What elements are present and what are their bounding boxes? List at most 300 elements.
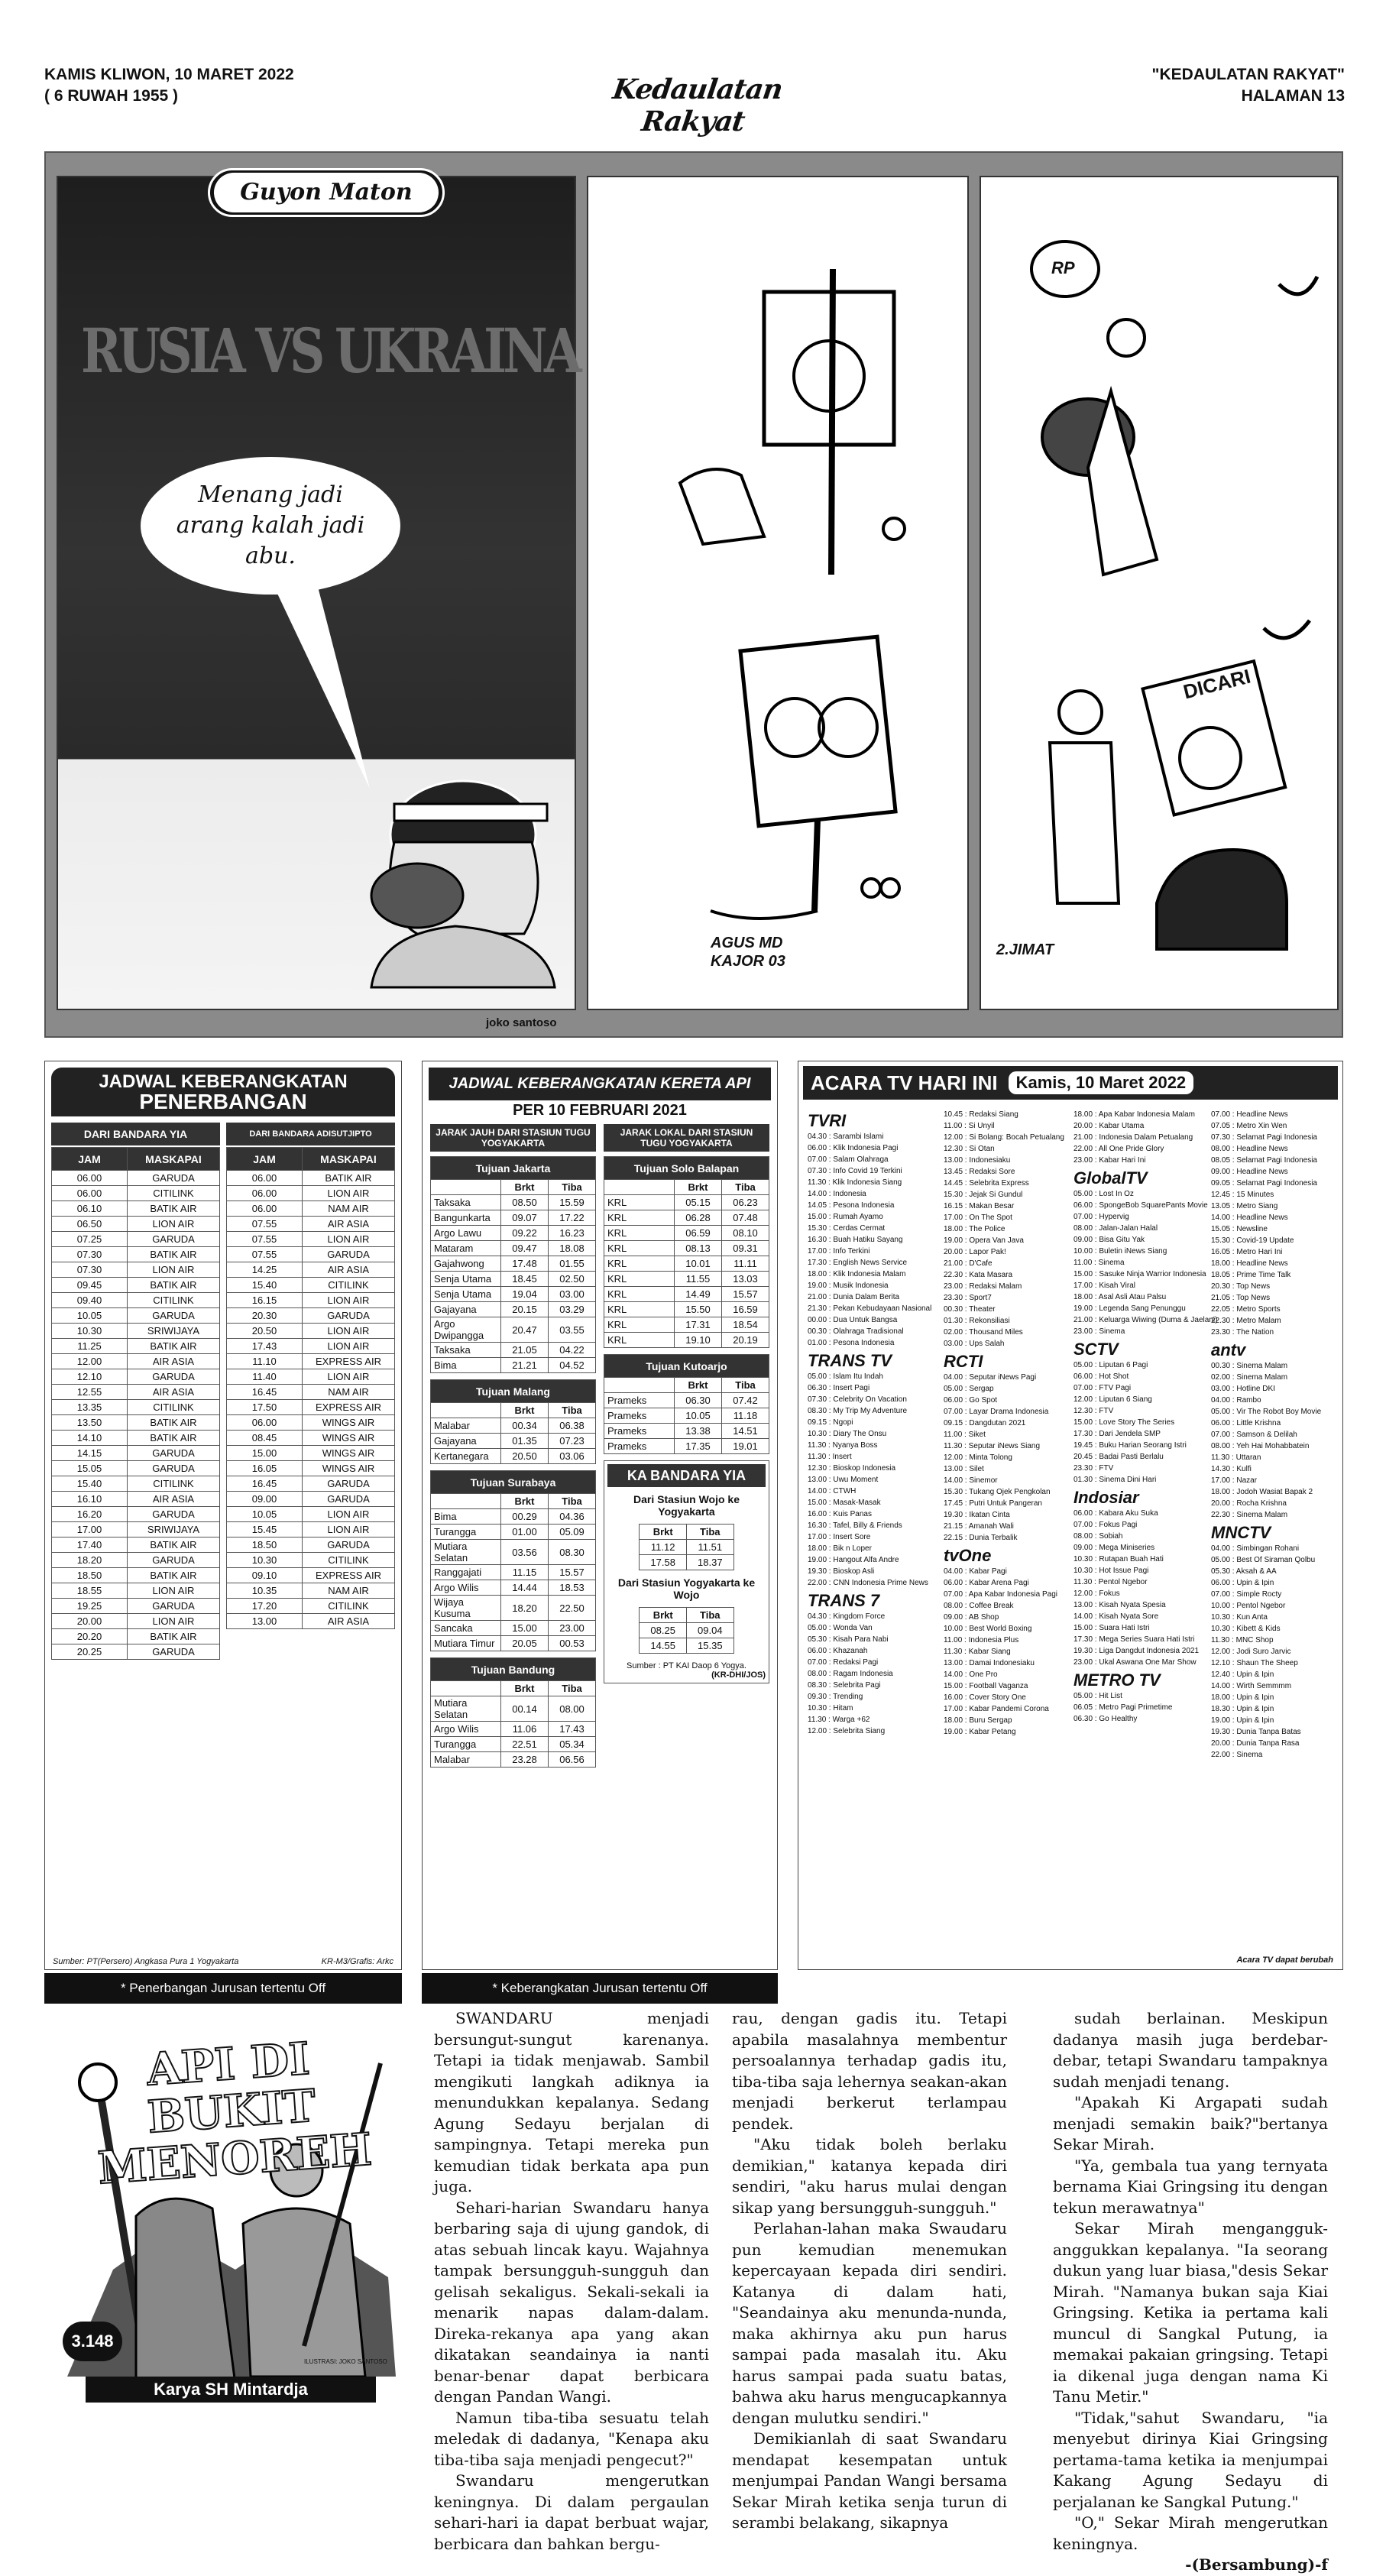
- flight-airline: LION AIR: [303, 1507, 395, 1522]
- tv-program: 20.00 : Rocha Krishna: [1211, 1499, 1287, 1508]
- tv-program: 11.30 : Nyanya Boss: [808, 1441, 878, 1450]
- tv-program: 05.00 : Islam Itu Indah: [808, 1372, 883, 1381]
- tv-program: 23.00 : Ukal Aswana One Mar Show: [1074, 1658, 1197, 1667]
- train-cell: 17.48: [501, 1256, 549, 1272]
- tv-program: 09.30 : Trending: [808, 1693, 863, 1701]
- col-brkt: Brkt: [675, 1180, 722, 1195]
- train-cell: 11.11: [722, 1256, 769, 1272]
- train-cell: 00.29: [501, 1509, 549, 1525]
- flight-row: [227, 1278, 395, 1293]
- train-cell: 05.09: [549, 1525, 596, 1540]
- flight-footer: * Penerbangan Jurusan tertentu Off: [44, 1973, 402, 2004]
- flight-time: 13.35: [52, 1400, 128, 1415]
- flight-airline: LION AIR: [128, 1262, 220, 1278]
- tv-program: 13.45 : Redaksi Sore: [944, 1168, 1015, 1176]
- flight-airline: GARUDA: [128, 1644, 220, 1660]
- tv-program: 01.00 : Pesona Indonesia: [808, 1339, 895, 1347]
- flight-row: [52, 1201, 220, 1217]
- train-cell: 07.42: [722, 1393, 769, 1408]
- tv-program: 22.05 : Metro Sports: [1211, 1305, 1281, 1314]
- train-title: [429, 1068, 771, 1100]
- tv-program: 04.30 : Sarambi Islami: [808, 1132, 884, 1141]
- channel-logo: Indosiar: [1074, 1488, 1139, 1507]
- tv-program: 12.10 : Shaun The Sheep: [1211, 1659, 1298, 1667]
- tv-program: 18.00 : Upin & Ipin: [1211, 1693, 1274, 1702]
- tv-program: 14.00 : Indonesia: [808, 1190, 866, 1198]
- train-cell: Prameks: [604, 1424, 675, 1439]
- train-cell: KRL: [604, 1241, 675, 1256]
- tv-program: 08.00 : Sobiah: [1074, 1532, 1123, 1541]
- bubble-tail: [58, 177, 578, 1012]
- flight-row: [227, 1461, 395, 1476]
- flight-airline: BATIK AIR: [128, 1278, 220, 1293]
- train-cell: Argo Wilis: [431, 1580, 501, 1596]
- tv-program: 17.00 : Kisah Viral: [1074, 1282, 1135, 1290]
- tv-program: 21.30 : Pekan Kebudayaan Nasional: [808, 1304, 932, 1313]
- train-cell: 15.59: [549, 1195, 596, 1210]
- cartoon-section: [44, 151, 1343, 1038]
- story-paragraph: "Ya, gembala tua yang ternyata bernama Kiai Gringsing itu dengan tekun merawatnya": [1053, 2156, 1328, 2217]
- flight-row: [52, 1262, 220, 1278]
- page-info: [1152, 64, 1345, 107]
- tv-program: 05.00 : Hit List: [1074, 1692, 1122, 1700]
- train-cell: 15.50: [675, 1302, 722, 1317]
- train-row: [431, 1621, 596, 1636]
- flight-row: [52, 1522, 220, 1537]
- flight-airline: GARUDA: [128, 1232, 220, 1247]
- train-row: [604, 1439, 769, 1454]
- train-cell: KRL: [604, 1333, 675, 1348]
- channel-logo: TVRI: [808, 1111, 847, 1130]
- flight-airline: BATIK AIR: [128, 1415, 220, 1431]
- col-tiba: Tiba: [549, 1681, 596, 1696]
- tv-program: 07.00 : Hypervig: [1074, 1213, 1129, 1221]
- col-tiba: Tiba: [687, 1608, 734, 1623]
- flight-airline: AIR ASIA: [128, 1385, 220, 1400]
- train-cell: 06.23: [722, 1195, 769, 1210]
- train-cell: 21.21: [501, 1358, 549, 1373]
- train-table-malang: [430, 1379, 596, 1464]
- flight-title-1: JADWAL KEBERANGKATAN: [99, 1071, 348, 1092]
- tv-program: 10.00 : Best World Boxing: [944, 1625, 1032, 1633]
- flight-row: [52, 1369, 220, 1385]
- flight-airline: BATIK AIR: [128, 1431, 220, 1446]
- train-cell: 22.51: [501, 1737, 549, 1752]
- tv-program: 06.00 : Kabara Aku Suka: [1074, 1509, 1158, 1518]
- train-cell: 11.18: [722, 1408, 769, 1424]
- tv-program: 17.00 : On The Spot: [944, 1213, 1012, 1222]
- tv-program: 10.00 : Buletin iNews Siang: [1074, 1247, 1167, 1256]
- ka-cell: 11.12: [640, 1540, 687, 1555]
- col-maskapai-r: MASKAPAI: [303, 1148, 395, 1171]
- flight-airline: BATIK AIR: [303, 1171, 395, 1186]
- train-cell: 08.13: [675, 1241, 722, 1256]
- flight-row: [52, 1644, 220, 1660]
- channel-logo: RCTI: [944, 1352, 983, 1371]
- flight-row: [52, 1415, 220, 1431]
- cartoon-headline: RUSIA VS UKRAINA: [81, 315, 578, 387]
- masthead-logo: Kedaulatan Rakyat: [610, 73, 785, 138]
- tv-program: 15.30 : Cerdas Cermat: [808, 1224, 886, 1233]
- story-paragraph: Sehari-harian Swandaru hanya berbaring saja di ujung gandok, di atas sebuah lincak kayu. Wajahnya tampak bersungguh-sungguh dan gelisah sekaligus. Sekali-sekali ia menarik napas dalam-dalam. Direka-rekanya apa yang akan dikatakan seandainya ia nanti benar-benar dapat berbicara dengan Pandan Wangi.: [434, 2198, 709, 2406]
- train-cell: 11.55: [675, 1272, 722, 1287]
- flight-row: [227, 1186, 395, 1201]
- train-cell: 09.07: [501, 1210, 549, 1226]
- tv-program: 06.00 : Kabar Arena Pagi: [944, 1579, 1029, 1587]
- train-footer: * Keberangkatan Jurusan tertentu Off: [422, 1973, 778, 2004]
- tv-program: 11.00 : Sinema: [1074, 1259, 1125, 1267]
- train-row: [431, 1540, 596, 1565]
- ka-row: [640, 1555, 733, 1570]
- tv-program: 01.30 : Rekonsiliasi: [944, 1317, 1010, 1325]
- tv-program: 13.00 : Damai Indonesiaku: [944, 1659, 1035, 1667]
- train-row: [604, 1210, 769, 1226]
- col-tiba: Tiba: [549, 1403, 596, 1418]
- train-cell: 09.22: [501, 1226, 549, 1241]
- tv-program: 07.00 : Fokus Pagi: [1074, 1521, 1138, 1529]
- tv-program: 19.30 : Liga Dangdut Indonesia 2021: [1074, 1647, 1200, 1655]
- train-cell: 20.05: [501, 1636, 549, 1651]
- flight-airline: LION AIR: [303, 1186, 395, 1201]
- flight-airline: CITILINK: [303, 1278, 395, 1293]
- flight-time: 16.05: [227, 1461, 303, 1476]
- train-row: [604, 1302, 769, 1317]
- train-row: [604, 1256, 769, 1272]
- tv-program: 11.00 : Si Unyil: [944, 1122, 995, 1130]
- train-row: [431, 1449, 596, 1464]
- tv-program: 05.00 : Liputan 6 Pagi: [1074, 1361, 1148, 1369]
- train-cell: 06.28: [675, 1210, 722, 1226]
- serial-novel-illustration: [44, 2017, 411, 2403]
- flight-airline: WINGS AIR: [303, 1431, 395, 1446]
- tv-program: 07.00 : Salam Olahraga: [808, 1155, 889, 1164]
- train-row: [604, 1195, 769, 1210]
- tv-program: 04.00 : Rambo: [1211, 1396, 1261, 1405]
- train-cell: Senja Utama: [431, 1287, 501, 1302]
- tv-program: 07.00 : FTV Pagi: [1074, 1384, 1132, 1392]
- train-row: [431, 1509, 596, 1525]
- train-cell: Prameks: [604, 1439, 675, 1454]
- tv-program: 11.30 : Seputar iNews Siang: [944, 1442, 1041, 1450]
- ka-table-yk: [639, 1607, 733, 1654]
- train-cell: 06.56: [549, 1752, 596, 1768]
- flight-airline: CITILINK: [128, 1400, 220, 1415]
- tv-program: 01.30 : Sinema Dini Hari: [1074, 1476, 1157, 1484]
- tv-program: 16.15 : Makan Besar: [944, 1202, 1015, 1210]
- train-row: [431, 1636, 596, 1651]
- flight-airline: BATIK AIR: [128, 1537, 220, 1553]
- flight-row: [52, 1278, 220, 1293]
- train-cell: 18.20: [501, 1596, 549, 1621]
- tv-program: 02.00 : Sinema Malam: [1211, 1373, 1288, 1382]
- train-cell: Gajahwong: [431, 1256, 501, 1272]
- train-row: [604, 1317, 769, 1333]
- train-cell: 13.03: [722, 1272, 769, 1287]
- tv-program: 18.00 : Apa Kabar Indonesia Malam: [1074, 1110, 1195, 1119]
- tv-program: 09.05 : Selamat Pagi Indonesia: [1211, 1179, 1317, 1188]
- train-group-head: [431, 1471, 596, 1494]
- tv-program: 06.00 : Hot Shot: [1074, 1372, 1129, 1381]
- long-distance-heading: JARAK JAUH DARI STASIUN TUGU YOGYAKARTA: [430, 1124, 596, 1152]
- flight-row: [227, 1568, 395, 1583]
- col-name: [431, 1403, 501, 1418]
- train-row: [604, 1424, 769, 1439]
- train-cell: 04.52: [549, 1358, 596, 1373]
- story-paragraph: Swandaru mengerutkan keningnya. Di dalam pergaulan sehari-hari ia dapat berbuat wajar, berbicara dan bahkan bergu-: [434, 2471, 709, 2553]
- train-col-head: [431, 1180, 596, 1195]
- train-row: [431, 1418, 596, 1434]
- col-name: [431, 1494, 501, 1509]
- flight-airline: GARUDA: [128, 1446, 220, 1461]
- story-paragraph: "Tidak,"sahut Swandaru, "ia menyebut dirinya Kiai Gringsing pertama-tama ketika ia menjumpai Kakang Agung Sedayu di perjalanan ke Sangkal Putung.": [1053, 2408, 1328, 2511]
- tv-program: 12.30 : Bioskop Indonesia: [808, 1464, 896, 1473]
- train-row: [604, 1287, 769, 1302]
- col-brkt: Brkt: [501, 1494, 549, 1509]
- train-row: [431, 1317, 596, 1343]
- tv-program: 02.00 : Thousand Miles: [944, 1328, 1023, 1337]
- flight-row: [227, 1553, 395, 1568]
- tv-program: 19.30 : Ikatan Cinta: [944, 1511, 1010, 1519]
- flight-title: [51, 1068, 395, 1116]
- tv-program: 12.40 : Upin & Ipin: [1211, 1670, 1274, 1679]
- train-row: [431, 1287, 596, 1302]
- train-cell: 00.34: [501, 1418, 549, 1434]
- flight-airline: GARUDA: [128, 1461, 220, 1476]
- ka-bandara-title: KA BANDARA YIA: [607, 1464, 766, 1487]
- train-table-surabaya: [430, 1470, 596, 1651]
- train-row: [431, 1195, 596, 1210]
- train-cell: 00.53: [549, 1636, 596, 1651]
- flight-row: [227, 1308, 395, 1324]
- channel-logo: SCTV: [1074, 1340, 1119, 1359]
- flight-time: 06.00: [52, 1171, 128, 1186]
- flight-schedule: [44, 1061, 402, 1970]
- col-brkt: Brkt: [501, 1681, 549, 1696]
- train-row: [431, 1752, 596, 1768]
- tv-program: 12.00 : Minta Tolong: [944, 1453, 1012, 1462]
- train-cell: Turangga: [431, 1737, 501, 1752]
- flight-airline: AIR ASIA: [128, 1354, 220, 1369]
- flight-time: 11.10: [227, 1354, 303, 1369]
- tv-program: 07.05 : Metro Xin Wen: [1211, 1122, 1287, 1130]
- train-cell: 18.08: [549, 1241, 596, 1256]
- train-cell: 03.55: [549, 1317, 596, 1343]
- train-cell: 19.10: [675, 1333, 722, 1348]
- train-row: [431, 1596, 596, 1621]
- flight-time: 09.45: [52, 1278, 128, 1293]
- flight-row: [52, 1217, 220, 1232]
- flight-row: [227, 1339, 395, 1354]
- train-group-title: Tujuan Solo Balapan: [604, 1157, 769, 1180]
- train-group-head: [604, 1355, 769, 1378]
- train-cell: 02.50: [549, 1272, 596, 1287]
- tv-program: 10.45 : Redaksi Siang: [944, 1110, 1018, 1119]
- flight-time: 06.10: [52, 1201, 128, 1217]
- col-brkt: Brkt: [501, 1403, 549, 1418]
- col-brkt: Brkt: [640, 1608, 687, 1623]
- flight-airline: GARUDA: [128, 1553, 220, 1568]
- ka-row: [640, 1623, 733, 1638]
- train-cell: KRL: [604, 1317, 675, 1333]
- tv-date: Kamis, 10 Maret 2022: [1009, 1071, 1194, 1094]
- ka-cell: 09.04: [687, 1623, 734, 1638]
- flight-row: [227, 1492, 395, 1507]
- tv-program: 03.00 : Ups Salah: [944, 1340, 1005, 1348]
- tv-program: 18.05 : Prime Time Talk: [1211, 1271, 1291, 1279]
- tv-program: 15.00 : Rumah Ayamo: [808, 1213, 883, 1221]
- flight-row: [227, 1537, 395, 1553]
- flight-time: 20.00: [52, 1614, 128, 1629]
- page-date: [44, 64, 294, 107]
- train-cell: 11.15: [501, 1565, 549, 1580]
- flight-time: 14.25: [227, 1262, 303, 1278]
- col-tiba: Tiba: [722, 1180, 769, 1195]
- flight-time: 07.55: [227, 1232, 303, 1247]
- tv-program: 07.30 : Celebrity On Vacation: [808, 1395, 907, 1404]
- sad-man-illustration: [371, 781, 555, 987]
- tv-program: 12.00 : Selebrita Siang: [808, 1727, 886, 1735]
- flight-row: [227, 1507, 395, 1522]
- train-row: [431, 1434, 596, 1449]
- tv-program: 18.00 : Bik n Loper: [808, 1544, 872, 1553]
- flight-row: [52, 1461, 220, 1476]
- flight-row: [227, 1217, 395, 1232]
- flight-time: 13.00: [227, 1614, 303, 1629]
- train-cell: 06.30: [675, 1393, 722, 1408]
- tv-program: 16.30 : Buah Hatiku Sayang: [808, 1236, 903, 1244]
- train-table-jakarta: [430, 1156, 596, 1373]
- flight-airline: AIR ASIA: [303, 1614, 395, 1629]
- tv-program: 17.00 : Kabar Pandemi Corona: [944, 1705, 1049, 1713]
- flight-airline: BATIK AIR: [128, 1339, 220, 1354]
- tv-program: 21.00 : Indonesia Dalam Petualang: [1074, 1133, 1193, 1142]
- tv-program: 22.00 : Sinema: [1211, 1751, 1263, 1759]
- train-subtitle: PER 10 FEBRUARI 2021: [513, 1102, 687, 1119]
- flight-airline: CITILINK: [128, 1186, 220, 1201]
- tv-program: 16.30 : Tafel, Billy & Friends: [808, 1521, 902, 1530]
- story-paragraph: rau, dengan gadis itu. Tetapi apabila masalahnya membentur persoalannya terhadap gadis itu, tiba-tiba saja lehernya seakan-akan menjadi berkerut terlampau pendek.: [732, 2009, 1007, 2133]
- flight-airline: GARUDA: [303, 1537, 395, 1553]
- flight-time: 20.50: [227, 1324, 303, 1339]
- train-cell: 01.35: [501, 1434, 549, 1449]
- flight-time: 07.55: [227, 1217, 303, 1232]
- tv-program: 17.30 : English News Service: [808, 1259, 908, 1267]
- col-brkt: Brkt: [640, 1525, 687, 1540]
- train-cell: 17.22: [549, 1210, 596, 1226]
- train-row: [431, 1737, 596, 1752]
- flight-time: 12.10: [52, 1369, 128, 1385]
- train-cell: Bima: [431, 1358, 501, 1373]
- tv-program: 12.30 : Si Otan: [944, 1145, 995, 1153]
- train-row: [431, 1525, 596, 1540]
- train-row: [431, 1272, 596, 1287]
- train-row: [604, 1333, 769, 1348]
- tv-program: 03.00 : Hotline DKI: [1211, 1385, 1275, 1393]
- tv-program: 15.30 : Covid-19 Update: [1211, 1236, 1294, 1245]
- story-column-2: [732, 2008, 1007, 2532]
- col-tiba: Tiba: [549, 1494, 596, 1509]
- train-cell: 19.01: [722, 1439, 769, 1454]
- tv-program: 13.00 : Uwu Moment: [808, 1476, 879, 1484]
- story-paragraph: Namun tiba-tiba sesuatu telah meledak di dadanya, "Kenapa aku tiba-tiba saja menjadi pengecut?": [434, 2408, 709, 2469]
- flight-airline: GARUDA: [128, 1599, 220, 1614]
- flight-row: [227, 1522, 395, 1537]
- tv-program: 06.30 : Insert Pagi: [808, 1384, 870, 1392]
- flight-time: 12.55: [52, 1385, 128, 1400]
- flight-row: [52, 1339, 220, 1354]
- flight-airline: CITILINK: [303, 1553, 395, 1568]
- flight-row: [227, 1201, 395, 1217]
- tv-program: 13.00 : Kisah Nyata Spesia: [1074, 1601, 1166, 1609]
- col-jam-r: JAM: [227, 1148, 303, 1171]
- tv-program: 10.30 : Hitam: [808, 1704, 853, 1712]
- tv-program: 20.45 : Badai Pasti Berlalu: [1074, 1453, 1164, 1461]
- flight-airline: LION AIR: [303, 1522, 395, 1537]
- flight-time: 06.00: [227, 1171, 303, 1186]
- flight-time: 17.43: [227, 1339, 303, 1354]
- tv-program: 09.00 : AB Shop: [944, 1613, 999, 1622]
- flight-airline: LION AIR: [303, 1232, 395, 1247]
- flight-time: 12.00: [52, 1354, 128, 1369]
- adisutjipto-heading: DARI BANDARA ADISUTJIPTO: [226, 1123, 395, 1145]
- tv-program: 07.00 : Simple Rocty: [1211, 1590, 1282, 1599]
- tv-program: 23.00 : Kabar Hari Ini: [1074, 1156, 1146, 1165]
- ka-bandara-box: [604, 1460, 769, 1683]
- flight-time: 10.35: [227, 1583, 303, 1599]
- train-cell: 04.22: [549, 1343, 596, 1358]
- train-row: [604, 1241, 769, 1256]
- train-group-title: Tujuan Kutoarjo: [604, 1355, 769, 1378]
- cartoon-panel-main: [57, 176, 578, 1029]
- flight-time: 15.05: [52, 1461, 128, 1476]
- story-paragraph: "Aku tidak boleh berlaku demikian," katanya kepada diri sendiri, "aku harus mulai dengan sikap yang bersungguh-sungguh.": [732, 2135, 1007, 2217]
- train-row: [431, 1241, 596, 1256]
- tv-program: 07.30 : Selamat Pagi Indonesia: [1211, 1133, 1317, 1142]
- train-cell: KRL: [604, 1287, 675, 1302]
- col-name: [604, 1180, 675, 1195]
- train-cell: Prameks: [604, 1408, 675, 1424]
- tv-program: 15.00 : Sasuke Ninja Warrior Indonesia: [1074, 1270, 1206, 1278]
- tv-program: 06.00 : Little Krishna: [1211, 1419, 1281, 1427]
- train-row: [604, 1408, 769, 1424]
- story-paragraph: "Apakah Ki Argapati sudah menjadi semakin baik?"bertanya Sekar Mirah.: [1053, 2093, 1328, 2153]
- tv-program: 14.00 : One Pro: [944, 1670, 998, 1679]
- flight-airline: NAM AIR: [303, 1201, 395, 1217]
- train-cell: 00.14: [501, 1696, 549, 1722]
- tv-program: 11.30 : MNC Shop: [1211, 1636, 1274, 1644]
- tv-program: 17.30 : Mega Series Suara Hati Istri: [1074, 1635, 1195, 1644]
- flight-time: 08.45: [227, 1431, 303, 1446]
- tv-program: 12.00 : Si Bolang: Bocah Petualang: [944, 1133, 1064, 1142]
- tv-program: 05.00 : Lost In Oz: [1074, 1190, 1134, 1198]
- flight-airline: SRIWIJAYA: [128, 1324, 220, 1339]
- train-row: [431, 1343, 596, 1358]
- flight-airline: GARUDA: [128, 1308, 220, 1324]
- train-cell: 20.15: [501, 1302, 549, 1317]
- train-cell: Malabar: [431, 1418, 501, 1434]
- tv-program: 07.00 : Redaksi Pagi: [808, 1658, 879, 1667]
- tv-program: 06.30 : Go Healthy: [1074, 1715, 1138, 1723]
- train-cell: 19.04: [501, 1287, 549, 1302]
- tv-note: Acara TV dapat berubah: [1236, 1955, 1333, 1965]
- flight-time: 16.15: [227, 1293, 303, 1308]
- flight-row: [52, 1232, 220, 1247]
- yia-heading: DARI BANDARA YIA: [51, 1123, 220, 1145]
- tv-program: 08.00 : Coffee Break: [944, 1602, 1014, 1610]
- flight-table-left: [51, 1147, 220, 1660]
- flight-time: 15.45: [227, 1522, 303, 1537]
- flight-airline: GARUDA: [303, 1476, 395, 1492]
